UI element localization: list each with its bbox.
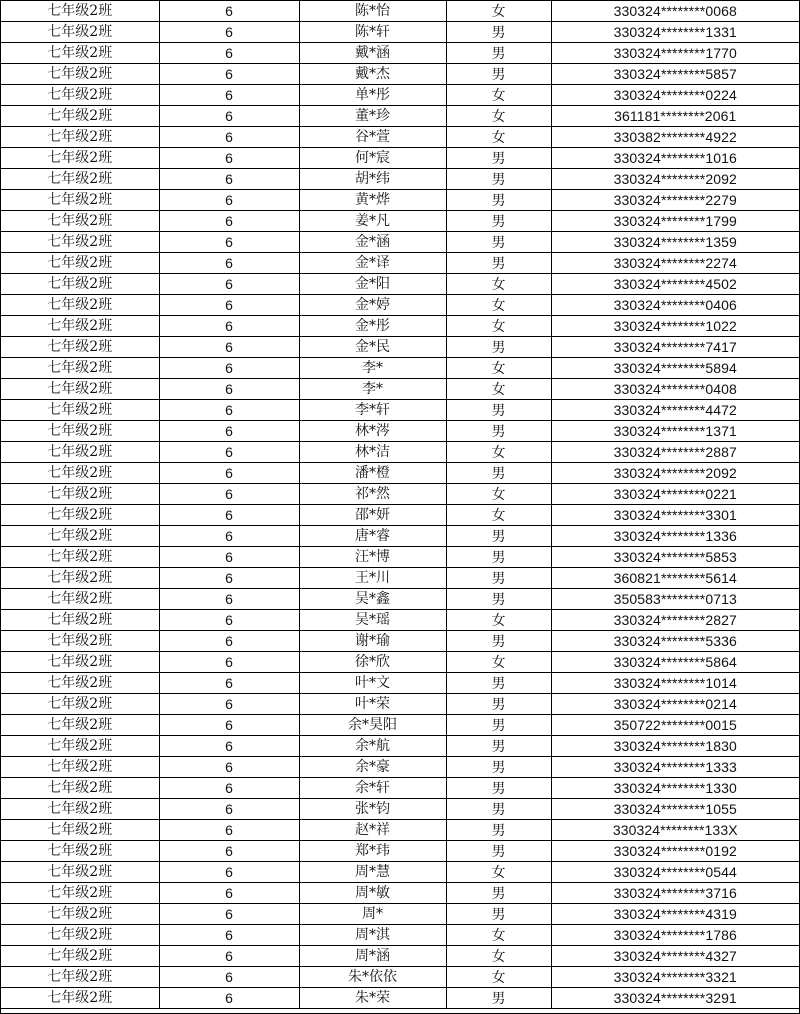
gender-cell: 女 <box>446 358 551 379</box>
id-number-cell: 330324********1786 <box>551 925 799 946</box>
name-cell: 周*涵 <box>299 946 446 967</box>
class-cell: 七年级2班 <box>1 841 159 862</box>
id-number-cell: 330324********1770 <box>551 43 799 64</box>
table-row <box>1 232 799 253</box>
table-row <box>1 589 799 610</box>
class-cell: 七年级2班 <box>1 295 159 316</box>
name-cell: 陈*怡 <box>299 1 446 22</box>
grade-cell: 6 <box>159 694 299 715</box>
table-row <box>1 379 799 400</box>
table-row <box>1 358 799 379</box>
id-number-cell: 330324********4327 <box>551 946 799 967</box>
gender-cell: 男 <box>446 736 551 757</box>
table-row <box>1 967 799 988</box>
class-cell: 七年级2班 <box>1 379 159 400</box>
gender-cell: 男 <box>446 22 551 43</box>
gender-cell: 女 <box>446 379 551 400</box>
name-cell: 金*民 <box>299 337 446 358</box>
class-cell: 七年级2班 <box>1 568 159 589</box>
table-row <box>1 22 799 43</box>
id-number-cell: 361181********2061 <box>551 106 799 127</box>
name-cell: 陈*轩 <box>299 22 446 43</box>
id-number-cell: 330324********1799 <box>551 211 799 232</box>
table-row <box>1 400 799 421</box>
class-cell: 七年级2班 <box>1 484 159 505</box>
id-number-cell: 330324********3716 <box>551 883 799 904</box>
class-cell: 七年级2班 <box>1 715 159 736</box>
class-cell: 七年级2班 <box>1 589 159 610</box>
grade-cell: 6 <box>159 484 299 505</box>
grade-cell: 6 <box>159 568 299 589</box>
name-cell: 林*洁 <box>299 442 446 463</box>
id-number-cell: 330324********2274 <box>551 253 799 274</box>
class-cell: 七年级2班 <box>1 526 159 547</box>
name-cell: 李* <box>299 379 446 400</box>
id-number-cell: 350722********0015 <box>551 715 799 736</box>
name-cell: 谷*萱 <box>299 127 446 148</box>
name-cell: 谢*瑜 <box>299 631 446 652</box>
id-number-cell: 330324********0221 <box>551 484 799 505</box>
gender-cell: 男 <box>446 799 551 820</box>
id-number-cell: 330324********1331 <box>551 22 799 43</box>
gender-cell: 男 <box>446 820 551 841</box>
name-cell: 周*淇 <box>299 925 446 946</box>
grade-cell: 6 <box>159 421 299 442</box>
table-row <box>1 988 799 1009</box>
class-cell: 七年级2班 <box>1 799 159 820</box>
gender-cell: 男 <box>446 337 551 358</box>
id-number-cell: 330324********0192 <box>551 841 799 862</box>
class-cell: 七年级2班 <box>1 43 159 64</box>
gender-cell: 女 <box>446 127 551 148</box>
name-cell: 汪*博 <box>299 547 446 568</box>
name-cell: 戴*涵 <box>299 43 446 64</box>
name-cell: 余*轩 <box>299 778 446 799</box>
name-cell: 周*敏 <box>299 883 446 904</box>
grade-cell: 6 <box>159 85 299 106</box>
table-row <box>1 148 799 169</box>
grade-cell: 6 <box>159 463 299 484</box>
grade-cell: 6 <box>159 64 299 85</box>
grade-cell: 6 <box>159 295 299 316</box>
grade-cell: 6 <box>159 547 299 568</box>
gender-cell: 男 <box>446 64 551 85</box>
grade-cell: 6 <box>159 358 299 379</box>
name-cell: 单*彤 <box>299 85 446 106</box>
gender-cell: 男 <box>446 673 551 694</box>
class-cell: 七年级2班 <box>1 316 159 337</box>
grade-cell: 6 <box>159 862 299 883</box>
roster-body <box>1 1 799 1009</box>
table-row <box>1 841 799 862</box>
grade-cell: 6 <box>159 883 299 904</box>
id-number-cell: 330324********5894 <box>551 358 799 379</box>
id-number-cell: 330324********5864 <box>551 652 799 673</box>
table-row <box>1 43 799 64</box>
class-cell: 七年级2班 <box>1 274 159 295</box>
class-cell: 七年级2班 <box>1 631 159 652</box>
grade-cell: 6 <box>159 43 299 64</box>
name-cell: 潘*橙 <box>299 463 446 484</box>
table-row <box>1 253 799 274</box>
table-row <box>1 106 799 127</box>
name-cell: 金*涵 <box>299 232 446 253</box>
table-row <box>1 85 799 106</box>
class-cell: 七年级2班 <box>1 85 159 106</box>
id-number-cell: 330324********4502 <box>551 274 799 295</box>
name-cell: 戴*杰 <box>299 64 446 85</box>
name-cell: 金*彤 <box>299 316 446 337</box>
id-number-cell: 330324********3321 <box>551 967 799 988</box>
gender-cell: 男 <box>446 169 551 190</box>
id-number-cell: 330324********1830 <box>551 736 799 757</box>
class-cell: 七年级2班 <box>1 988 159 1009</box>
name-cell: 周* <box>299 904 446 925</box>
table-row <box>1 925 799 946</box>
class-cell: 七年级2班 <box>1 1 159 22</box>
grade-cell: 6 <box>159 610 299 631</box>
id-number-cell: 360821********5614 <box>551 568 799 589</box>
class-cell: 七年级2班 <box>1 211 159 232</box>
name-cell: 赵*祥 <box>299 820 446 841</box>
id-number-cell: 330324********5336 <box>551 631 799 652</box>
class-cell: 七年级2班 <box>1 862 159 883</box>
class-cell: 七年级2班 <box>1 610 159 631</box>
grade-cell: 6 <box>159 904 299 925</box>
gender-cell: 女 <box>446 505 551 526</box>
name-cell: 吴*鑫 <box>299 589 446 610</box>
grade-cell: 6 <box>159 589 299 610</box>
name-cell: 金*译 <box>299 253 446 274</box>
name-cell: 王*川 <box>299 568 446 589</box>
gender-cell: 女 <box>446 862 551 883</box>
grade-cell: 6 <box>159 820 299 841</box>
class-cell: 七年级2班 <box>1 778 159 799</box>
id-number-cell: 330324********0214 <box>551 694 799 715</box>
name-cell: 祁*然 <box>299 484 446 505</box>
table-row <box>1 568 799 589</box>
id-number-cell: 330324********3301 <box>551 505 799 526</box>
id-number-cell: 330324********1336 <box>551 526 799 547</box>
grade-cell: 6 <box>159 505 299 526</box>
id-number-cell: 330382********4922 <box>551 127 799 148</box>
id-number-cell: 330324********2092 <box>551 169 799 190</box>
id-number-cell: 330324********0224 <box>551 85 799 106</box>
grade-cell: 6 <box>159 715 299 736</box>
id-number-cell: 330324********1014 <box>551 673 799 694</box>
table-row <box>1 295 799 316</box>
gender-cell: 女 <box>446 85 551 106</box>
grade-cell: 6 <box>159 526 299 547</box>
gender-cell: 女 <box>446 652 551 673</box>
grade-cell: 6 <box>159 232 299 253</box>
gender-cell: 男 <box>446 463 551 484</box>
gender-cell: 女 <box>446 442 551 463</box>
name-cell: 黄*烨 <box>299 190 446 211</box>
grade-cell: 6 <box>159 127 299 148</box>
id-number-cell: 330324********7417 <box>551 337 799 358</box>
id-number-cell: 330324********0068 <box>551 1 799 22</box>
grade-cell: 6 <box>159 400 299 421</box>
gender-cell: 女 <box>446 610 551 631</box>
name-cell: 唐*睿 <box>299 526 446 547</box>
table-row <box>1 1 799 22</box>
gender-cell: 女 <box>446 925 551 946</box>
table-row <box>1 757 799 778</box>
table-row <box>1 883 799 904</box>
class-cell: 七年级2班 <box>1 946 159 967</box>
class-cell: 七年级2班 <box>1 253 159 274</box>
table-row <box>1 904 799 925</box>
id-number-cell: 330324********3291 <box>551 988 799 1009</box>
gender-cell: 男 <box>446 568 551 589</box>
name-cell: 吴*瑶 <box>299 610 446 631</box>
grade-cell: 6 <box>159 736 299 757</box>
id-number-cell: 330324********1359 <box>551 232 799 253</box>
gender-cell: 男 <box>446 148 551 169</box>
gender-cell: 男 <box>446 757 551 778</box>
grade-cell: 6 <box>159 442 299 463</box>
table-row <box>1 526 799 547</box>
grade-cell: 6 <box>159 337 299 358</box>
class-cell: 七年级2班 <box>1 883 159 904</box>
table-row <box>1 736 799 757</box>
id-number-cell: 330324********1055 <box>551 799 799 820</box>
class-cell: 七年级2班 <box>1 694 159 715</box>
class-cell: 七年级2班 <box>1 64 159 85</box>
gender-cell: 男 <box>446 778 551 799</box>
id-number-cell: 330324********5853 <box>551 547 799 568</box>
name-cell: 李* <box>299 358 446 379</box>
id-number-cell: 330324********1022 <box>551 316 799 337</box>
grade-cell: 6 <box>159 925 299 946</box>
gender-cell: 男 <box>446 526 551 547</box>
name-cell: 林*涔 <box>299 421 446 442</box>
class-cell: 七年级2班 <box>1 148 159 169</box>
table-row <box>1 421 799 442</box>
table-row <box>1 610 799 631</box>
id-number-cell: 330324********0408 <box>551 379 799 400</box>
class-cell: 七年级2班 <box>1 169 159 190</box>
id-number-cell: 330324********133X <box>551 820 799 841</box>
name-cell: 余*豪 <box>299 757 446 778</box>
gender-cell: 女 <box>446 295 551 316</box>
name-cell: 何*宸 <box>299 148 446 169</box>
grade-cell: 6 <box>159 190 299 211</box>
gender-cell: 女 <box>446 1 551 22</box>
class-cell: 七年级2班 <box>1 442 159 463</box>
id-number-cell: 330324********4472 <box>551 400 799 421</box>
name-cell: 周*慧 <box>299 862 446 883</box>
id-number-cell: 330324********1371 <box>551 421 799 442</box>
name-cell: 董*珍 <box>299 106 446 127</box>
table-row <box>1 484 799 505</box>
class-cell: 七年级2班 <box>1 505 159 526</box>
class-cell: 七年级2班 <box>1 190 159 211</box>
grade-cell: 6 <box>159 148 299 169</box>
name-cell: 邵*妍 <box>299 505 446 526</box>
class-cell: 七年级2班 <box>1 967 159 988</box>
table-row <box>1 274 799 295</box>
class-cell: 七年级2班 <box>1 904 159 925</box>
grade-cell: 6 <box>159 22 299 43</box>
name-cell: 郑*玮 <box>299 841 446 862</box>
class-cell: 七年级2班 <box>1 463 159 484</box>
id-number-cell: 330324********0544 <box>551 862 799 883</box>
table-row <box>1 715 799 736</box>
table-row <box>1 631 799 652</box>
table-row <box>1 862 799 883</box>
table-row <box>1 211 799 232</box>
id-number-cell: 330324********2092 <box>551 463 799 484</box>
name-cell: 李*轩 <box>299 400 446 421</box>
name-cell: 张*钧 <box>299 799 446 820</box>
grade-cell: 6 <box>159 946 299 967</box>
name-cell: 叶*文 <box>299 673 446 694</box>
gender-cell: 男 <box>446 211 551 232</box>
gender-cell: 女 <box>446 106 551 127</box>
table-row <box>1 547 799 568</box>
grade-cell: 6 <box>159 169 299 190</box>
table-row <box>1 694 799 715</box>
class-cell: 七年级2班 <box>1 673 159 694</box>
gender-cell: 男 <box>446 631 551 652</box>
gender-cell: 女 <box>446 946 551 967</box>
table-row <box>1 64 799 85</box>
name-cell: 朱*依依 <box>299 967 446 988</box>
id-number-cell: 330324********1016 <box>551 148 799 169</box>
class-cell: 七年级2班 <box>1 736 159 757</box>
class-cell: 七年级2班 <box>1 925 159 946</box>
name-cell: 朱*荣 <box>299 988 446 1009</box>
class-cell: 七年级2班 <box>1 22 159 43</box>
grade-cell: 6 <box>159 988 299 1009</box>
class-cell: 七年级2班 <box>1 232 159 253</box>
id-number-cell: 330324********5857 <box>551 64 799 85</box>
gender-cell: 男 <box>446 253 551 274</box>
class-cell: 七年级2班 <box>1 757 159 778</box>
class-cell: 七年级2班 <box>1 358 159 379</box>
grade-cell: 6 <box>159 967 299 988</box>
class-cell: 七年级2班 <box>1 400 159 421</box>
grade-cell: 6 <box>159 274 299 295</box>
gender-cell: 男 <box>446 883 551 904</box>
gender-cell: 男 <box>446 43 551 64</box>
grade-cell: 6 <box>159 757 299 778</box>
grade-cell: 6 <box>159 106 299 127</box>
name-cell: 金*婷 <box>299 295 446 316</box>
class-cell: 七年级2班 <box>1 106 159 127</box>
name-cell: 徐*欣 <box>299 652 446 673</box>
id-number-cell: 330324********4319 <box>551 904 799 925</box>
grade-cell: 6 <box>159 673 299 694</box>
gender-cell: 男 <box>446 904 551 925</box>
grade-cell: 6 <box>159 778 299 799</box>
class-cell: 七年级2班 <box>1 127 159 148</box>
id-number-cell: 350583********0713 <box>551 589 799 610</box>
gender-cell: 女 <box>446 484 551 505</box>
class-cell: 七年级2班 <box>1 337 159 358</box>
gender-cell: 女 <box>446 967 551 988</box>
id-number-cell: 330324********1330 <box>551 778 799 799</box>
gender-cell: 男 <box>446 589 551 610</box>
grade-cell: 6 <box>159 841 299 862</box>
grade-cell: 6 <box>159 631 299 652</box>
grade-cell: 6 <box>159 379 299 400</box>
table-row <box>1 820 799 841</box>
gender-cell: 男 <box>446 715 551 736</box>
grade-cell: 6 <box>159 1 299 22</box>
grade-cell: 6 <box>159 652 299 673</box>
student-roster-table <box>1 1 799 1009</box>
id-number-cell: 330324********2887 <box>551 442 799 463</box>
table-row <box>1 778 799 799</box>
table-row <box>1 463 799 484</box>
name-cell: 姜*凡 <box>299 211 446 232</box>
gender-cell: 男 <box>446 232 551 253</box>
table-row <box>1 127 799 148</box>
table-row <box>1 673 799 694</box>
class-cell: 七年级2班 <box>1 820 159 841</box>
table-row <box>1 946 799 967</box>
grade-cell: 6 <box>159 211 299 232</box>
table-row <box>1 442 799 463</box>
table-row <box>1 316 799 337</box>
class-cell: 七年级2班 <box>1 652 159 673</box>
id-number-cell: 330324********2827 <box>551 610 799 631</box>
gender-cell: 女 <box>446 316 551 337</box>
grade-cell: 6 <box>159 253 299 274</box>
id-number-cell: 330324********0406 <box>551 295 799 316</box>
class-cell: 七年级2班 <box>1 421 159 442</box>
gender-cell: 男 <box>446 988 551 1009</box>
name-cell: 金*阳 <box>299 274 446 295</box>
grade-cell: 6 <box>159 316 299 337</box>
table-row <box>1 190 799 211</box>
table-row <box>1 169 799 190</box>
table-row <box>1 505 799 526</box>
name-cell: 叶*荣 <box>299 694 446 715</box>
table-row <box>1 799 799 820</box>
name-cell: 余*航 <box>299 736 446 757</box>
gender-cell: 男 <box>446 547 551 568</box>
name-cell: 胡*纬 <box>299 169 446 190</box>
gender-cell: 男 <box>446 190 551 211</box>
class-cell: 七年级2班 <box>1 547 159 568</box>
id-number-cell: 330324********1333 <box>551 757 799 778</box>
table-row <box>1 652 799 673</box>
gender-cell: 男 <box>446 841 551 862</box>
id-number-cell: 330324********2279 <box>551 190 799 211</box>
grade-cell: 6 <box>159 799 299 820</box>
table-row <box>1 337 799 358</box>
gender-cell: 男 <box>446 694 551 715</box>
name-cell: 余*昊阳 <box>299 715 446 736</box>
gender-cell: 男 <box>446 400 551 421</box>
gender-cell: 女 <box>446 274 551 295</box>
gender-cell: 男 <box>446 421 551 442</box>
